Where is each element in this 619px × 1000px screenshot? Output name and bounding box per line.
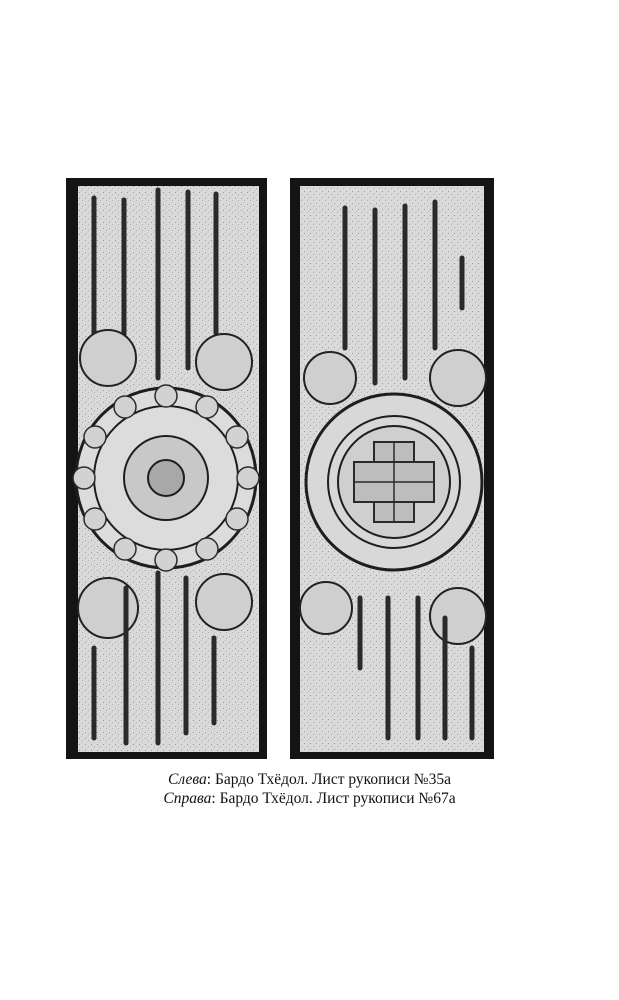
caption-line-left — [0, 770, 619, 789]
caption-label-left: Слева — [168, 771, 207, 788]
caption-label-right: Справа — [163, 790, 212, 807]
caption-separator-right: : — [211, 790, 220, 807]
manuscript-folio-right — [290, 178, 494, 759]
caption-separator-left: : — [206, 771, 215, 788]
caption-text-right: Бардо Тхёдол. Лист рукописи №67а — [219, 790, 456, 807]
folio-left-illustration — [66, 178, 267, 759]
folio-right-illustration — [290, 178, 494, 759]
caption-text-left: Бардо Тхёдол. Лист рукописи №35а — [214, 771, 451, 788]
caption-line-right — [0, 789, 619, 808]
figure-caption — [0, 770, 619, 808]
manuscript-folio-left — [66, 178, 267, 759]
